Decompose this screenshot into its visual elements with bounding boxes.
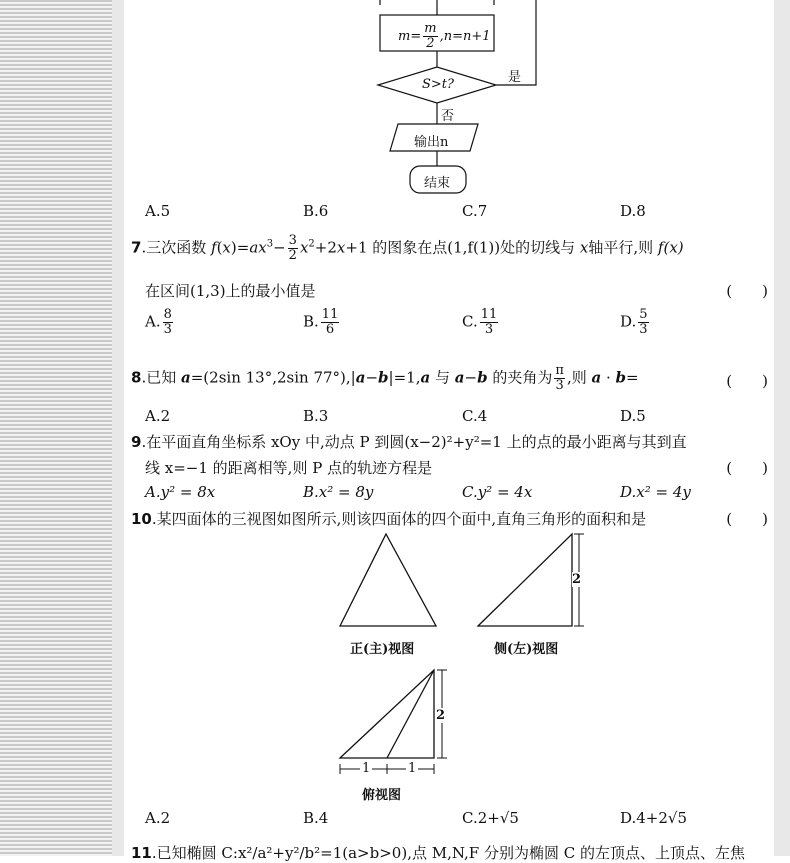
flow-output-text: 输出n [414, 135, 449, 150]
q9-option-c: C.y² = 4x [462, 483, 533, 501]
q6-option-d: D.8 [620, 202, 646, 220]
flow-end-text: 结束 [424, 176, 451, 191]
q10-line: 10.某四面体的三视图如图所示,则该四面体的四个面中,直角三角形的面积和是 [131, 510, 647, 528]
top-view-dim-1-left: 1 [362, 761, 371, 776]
page-gutter [112, 0, 124, 856]
q11-number: 11 [131, 844, 152, 862]
flow-box-update-text: m= $\frac{m}{2}$ ,n=n+1 [398, 21, 491, 51]
q9-line1: 9.在平面直角坐标系 xOy 中,动点 P 到圆(x−2)²+y²=1 上的点的最小距离与其到直 [131, 433, 687, 451]
q10-option-b: B.4 [303, 809, 329, 827]
side-view-dim-2: 2 [572, 572, 582, 587]
q10-answer-paren: ( ) [726, 510, 768, 528]
top-view-dim-2: 2 [436, 708, 446, 723]
q7-option-a: A. $\frac{8}{3}$ [145, 307, 172, 337]
q6-option-a: A.5 [145, 202, 171, 220]
q8-option-c: C.4 [462, 407, 488, 425]
q8-answer-paren: ( ) [726, 372, 768, 390]
q9-answer-paren: ( ) [726, 459, 768, 477]
q9-option-d: D.x² = 4y [620, 483, 691, 501]
q11-line: 11.已知椭圆 C:x²/a²+y²/b²=1(a>b>0),点 M,N,F 分别为椭圆 C 的左顶点、上顶点、左焦 [131, 844, 745, 862]
q8-option-b: B.3 [303, 407, 329, 425]
q9-number: 9 [131, 433, 142, 451]
front-view-label: 正(主)视图 [350, 642, 415, 657]
q10-option-d: D.4+2√5 [620, 809, 688, 827]
top-view-triangle [340, 670, 434, 758]
q7-number: 7 [131, 238, 142, 257]
side-view-label: 侧(左)视图 [494, 642, 559, 657]
page-stripe-margin [0, 0, 112, 856]
page-right-edge [774, 0, 790, 856]
front-view-triangle [340, 534, 436, 626]
q9-line2: 线 x=−1 的距离相等,则 P 点的轨迹方程是 [145, 459, 433, 477]
q6-option-c: C.7 [462, 202, 488, 220]
q7-option-d: D. $\frac{5}{3}$ [620, 307, 648, 337]
q9-option-b: B.x² = 8y [303, 483, 374, 501]
flow-no-label: 否 [441, 109, 455, 124]
flow-yes-label: 是 [508, 70, 522, 85]
q10-option-c: C.2+√5 [462, 809, 519, 827]
side-view-triangle [478, 534, 572, 626]
q7-line1: 7.三次函数 $f(x)=ax^3-$ $\frac{3}{2}$ $x^2+2x+1$ 的图象在点(1,f(1))处的切线与 x轴平行,则 f(x) [131, 233, 684, 263]
q8-option-a: A.2 [145, 407, 171, 425]
q8-number: 8 [131, 368, 142, 387]
top-view-inner-edge [387, 670, 434, 758]
top-view-label: 俯视图 [362, 788, 402, 803]
q7-answer-paren: ( ) [726, 282, 768, 300]
q10-number: 10 [131, 510, 152, 528]
q9-option-a: A.y² = 8x [145, 483, 216, 501]
q7-option-b: B. $\frac{11}{6}$ [303, 307, 339, 337]
q8-option-d: D.5 [620, 407, 646, 425]
q8-line: 8.已知 a=(2sin 13°,2sin 77°),|a−b|=1,a 与 a−b 的夹角为 $\frac{\pi}{3}$ ,则 a · b= [131, 363, 639, 393]
q6-option-b: B.6 [303, 202, 329, 220]
q7-line2: 在区间(1,3)上的最小值是 [145, 282, 316, 300]
q7-option-c: C. $\frac{11}{3}$ [462, 307, 498, 337]
top-view-dim-1-right: 1 [408, 761, 417, 776]
q10-option-a: A.2 [145, 809, 171, 827]
flow-decision-text: S>t? [422, 77, 454, 92]
